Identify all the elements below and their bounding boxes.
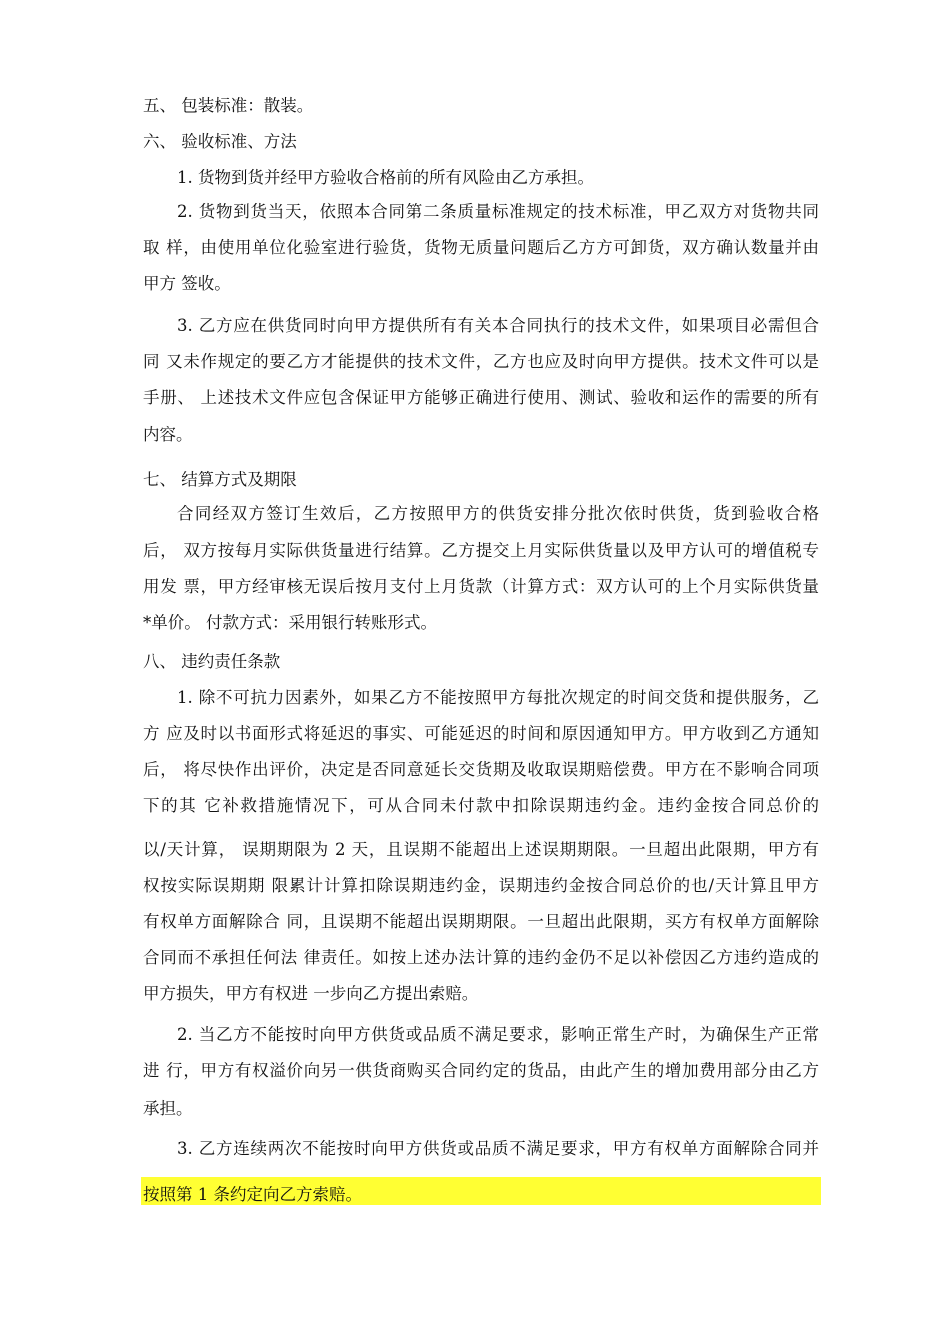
section-8-item-2-line-3: 承担。: [143, 1099, 193, 1118]
section-8-heading: 八、 违约责任条款: [143, 652, 281, 671]
section-8-item-1-line-9: 甲方损失，甲方有权进 一步向乙方提出索赔。: [143, 984, 479, 1003]
section-6-heading: 六、 验收标准、方法: [143, 132, 297, 151]
section-6-item-2-line-2: 取 样，由使用单位化验室进行验货，货物无质量问题后乙方方可卸货，双方确认数量并由: [143, 238, 819, 257]
section-8-item-1-line-7: 有权单方面解除合 同，且误期不能超出误期期限。一旦超出此限期，买方有权单方面解除: [143, 912, 819, 931]
section-8-item-1-line-5: 以/天计算， 误期期限为 2 天，且误期不能超出上述误期期限。一旦超出此限期，甲方有: [143, 840, 819, 859]
section-6-item-2-line-3: 甲方 签收。: [143, 274, 231, 293]
section-7-para-line-1: 合同经双方签订生效后，乙方按照甲方的供货安排分批次依时供货，货到验收合格: [177, 504, 819, 523]
section-8-item-1-line-6: 权按实际误期期 限累计计算扣除误期违约金，误期违约金按合同总价的也/天计算且甲方: [143, 876, 819, 895]
section-7-heading: 七、 结算方式及期限: [143, 470, 297, 489]
section-8-item-1-line-8: 合同而不承担任何法 律责任。如按上述办法计算的违约金仍不足以补偿因乙方违约造成的: [143, 948, 819, 967]
section-5-heading: 五、 包装标准：散装。: [143, 96, 314, 115]
section-8-item-3-line-2-highlighted: 按照第 1 条约定向乙方索赔。: [143, 1185, 362, 1204]
section-6-item-1: 1. 货物到货并经甲方验收合格前的所有风险由乙方承担。: [177, 168, 594, 187]
section-7-para-line-4: *单价。 付款方式：采用银行转账形式。: [143, 613, 437, 632]
section-6-item-3-line-1: 3. 乙方应在供货同时向甲方提供所有有关本合同执行的技术文件，如果项目必需但合: [177, 316, 819, 335]
section-6-item-3-line-4: 内容。: [143, 425, 193, 444]
section-6-item-3-line-2: 同 又未作规定的要乙方才能提供的技术文件，乙方也应及时向甲方提供。技术文件可以是: [143, 352, 819, 371]
section-8-item-1-line-3: 后， 将尽快作出评价，决定是否同意延长交货期及收取误期赔偿费。甲方在不影响合同项: [143, 760, 819, 779]
section-8-item-2-line-2: 进 行，甲方有权溢价向另一供货商购买合同约定的货品，由此产生的增加费用部分由乙方: [143, 1061, 819, 1080]
section-8-item-1-line-4: 下的其 它补救措施情况下，可从合同未付款中扣除误期违约金。违约金按合同总价的: [143, 796, 819, 815]
section-7-para-line-2: 后， 双方按每月实际供货量进行结算。乙方提交上月实际供货量以及甲方认可的增值税专: [143, 541, 819, 560]
section-7-para-line-3: 用发 票，甲方经审核无误后按月支付上月货款（计算方式：双方认可的上个月实际供货量: [143, 577, 819, 596]
section-8-item-2-line-1: 2. 当乙方不能按时向甲方供货或品质不满足要求，影响正常生产时，为确保生产正常: [177, 1025, 819, 1044]
section-8-item-3-line-1: 3. 乙方连续两次不能按时向甲方供货或品质不满足要求，甲方有权单方面解除合同并: [177, 1139, 819, 1158]
section-6-item-3-line-3: 手册、 上述技术文件应包含保证甲方能够正确进行使用、测试、验收和运作的需要的所有: [143, 388, 819, 407]
section-8-item-1-line-2: 方 应及时以书面形式将延迟的事实、可能延迟的时间和原因通知甲方。甲方收到乙方通知: [143, 724, 819, 743]
section-8-item-1-line-1: 1. 除不可抗力因素外，如果乙方不能按照甲方每批次规定的时间交货和提供服务，乙: [177, 688, 819, 707]
section-6-item-2-line-1: 2. 货物到货当天，依照本合同第二条质量标准规定的技术标准，甲乙双方对货物共同: [177, 202, 819, 221]
